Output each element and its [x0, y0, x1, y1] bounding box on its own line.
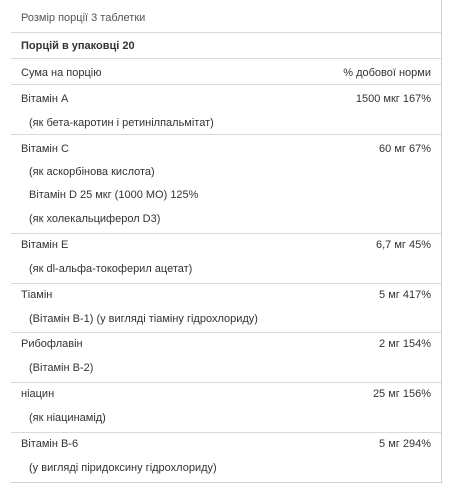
nutrient-row-vitamin-c — [11, 135, 441, 234]
nutrient-row-vitamin-a — [11, 85, 441, 135]
servings-per-container-text: Порцій в упаковці 20 — [21, 40, 135, 52]
serving-size-row — [11, 0, 441, 33]
nutrient-detail: (у вигляді піридоксину гідрохлориду) — [29, 462, 217, 474]
nutrient-detail: (як аскорбінова кислота) — [29, 166, 155, 178]
nutrient-name: Рибофлавін — [21, 338, 83, 350]
nutrient-detail: (Вітамін В-2) — [29, 362, 94, 374]
nutrient-detail: (Вітамін В-1) (у вигляді тіаміну гідрохлориду) — [29, 313, 258, 325]
nutrient-value: 5 мг 294% — [379, 438, 431, 450]
amount-per-serving-header: Сума на порцію — [21, 67, 102, 79]
nutrient-name: Вітамін В-6 — [21, 438, 79, 450]
nutrient-row-vitamin-e — [11, 234, 441, 284]
serving-size-text: Розмір порції 3 таблетки — [21, 12, 146, 24]
servings-per-container-row — [11, 33, 441, 59]
nutrient-name: Тіамін — [21, 289, 53, 301]
table-header-row — [11, 59, 441, 85]
nutrient-row-thiamin — [11, 284, 441, 333]
nutrient-name: Вітамін С — [21, 143, 69, 155]
nutrient-row-riboflavin — [11, 333, 441, 383]
nutrient-value: 25 мг 156% — [372, 388, 431, 400]
nutrient-value: 1500 мкг 167% — [355, 93, 431, 105]
nutrient-name: Вітамін Е — [21, 239, 69, 251]
nutrient-value: 60 мг 67% — [379, 143, 431, 155]
nutrient-detail: (як dl-альфа-токоферил ацетат) — [29, 263, 193, 275]
nutrient-value: 6,7 мг 45% — [376, 239, 431, 251]
nutrient-value: 5 мг 417% — [379, 289, 431, 301]
nutrient-detail: (як ніацинамід) — [29, 412, 106, 424]
nutrient-row-niacin — [11, 383, 441, 433]
daily-value-header: % добової норми — [343, 67, 431, 79]
nutrient-row-vitamin-b6 — [11, 433, 441, 483]
nutrient-detail: (як бета-каротин і ретинілпальмітат) — [29, 117, 214, 129]
nutrient-name: Вітамін А — [21, 93, 69, 105]
nutrient-detail: (як холекальциферол D3) — [29, 213, 161, 225]
nutrient-name: ніацин — [21, 388, 55, 400]
nutrient-detail: Вітамін D 25 мкг (1000 МО) 125% — [29, 189, 199, 201]
nutrient-value: 2 мг 154% — [379, 338, 431, 350]
